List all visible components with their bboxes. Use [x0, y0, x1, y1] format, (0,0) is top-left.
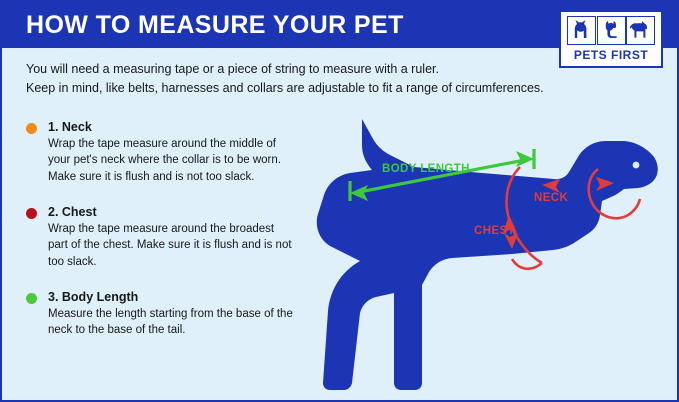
dog-illustration-svg: [302, 97, 672, 397]
intro-text: [26, 60, 646, 99]
step-chest-title: 2. Chest: [48, 204, 97, 219]
step-body-length-description: Measure the length starting from the base of the neck to the base of the tail.: [48, 307, 293, 337]
steps-list: [26, 120, 296, 359]
dog-silhouette-icon: [317, 119, 658, 390]
label-neck: NECK: [534, 192, 569, 204]
label-body-length: BODY LENGTH: [382, 163, 470, 175]
intro-line-1: You will need a measuring tape or a piece of string to measure with a ruler.: [26, 62, 439, 76]
step-chest: [26, 205, 296, 270]
page-title: HOW TO MEASURE YOUR PET: [26, 11, 404, 39]
label-chest: CHEST: [474, 225, 515, 237]
bullet-chest-icon: [26, 208, 37, 219]
intro-line-2: Keep in mind, like belts, harnesses and collars are adjustable to fit a range of circumferences.: [26, 81, 544, 96]
step-neck: [26, 120, 296, 185]
step-body-length-title: 3. Body Length: [48, 289, 139, 304]
dog-sitting-silhouette-icon: [597, 16, 626, 45]
cat-silhouette-icon: [567, 16, 596, 45]
body-length-arrow-right-icon: [516, 151, 534, 167]
bullet-neck-icon: [26, 123, 37, 134]
step-neck-title: 1. Neck: [48, 120, 92, 134]
step-chest-description: Wrap the tape measure around the broadest part of the chest. Make sure it is flush and is not too slack.: [48, 222, 292, 268]
step-neck-description: Wrap the tape measure around the middle of your pet's neck where the collar is to be worn. Make sure it is flush and is not too slack.: [48, 138, 281, 183]
bullet-body-length-icon: [26, 293, 37, 304]
dog-diagram: [302, 97, 672, 397]
step-body-length: [26, 290, 296, 339]
dog-standing-silhouette-icon: [626, 16, 655, 45]
logo-text: PETS FIRST: [573, 48, 649, 62]
logo-silhouettes: [564, 15, 658, 45]
